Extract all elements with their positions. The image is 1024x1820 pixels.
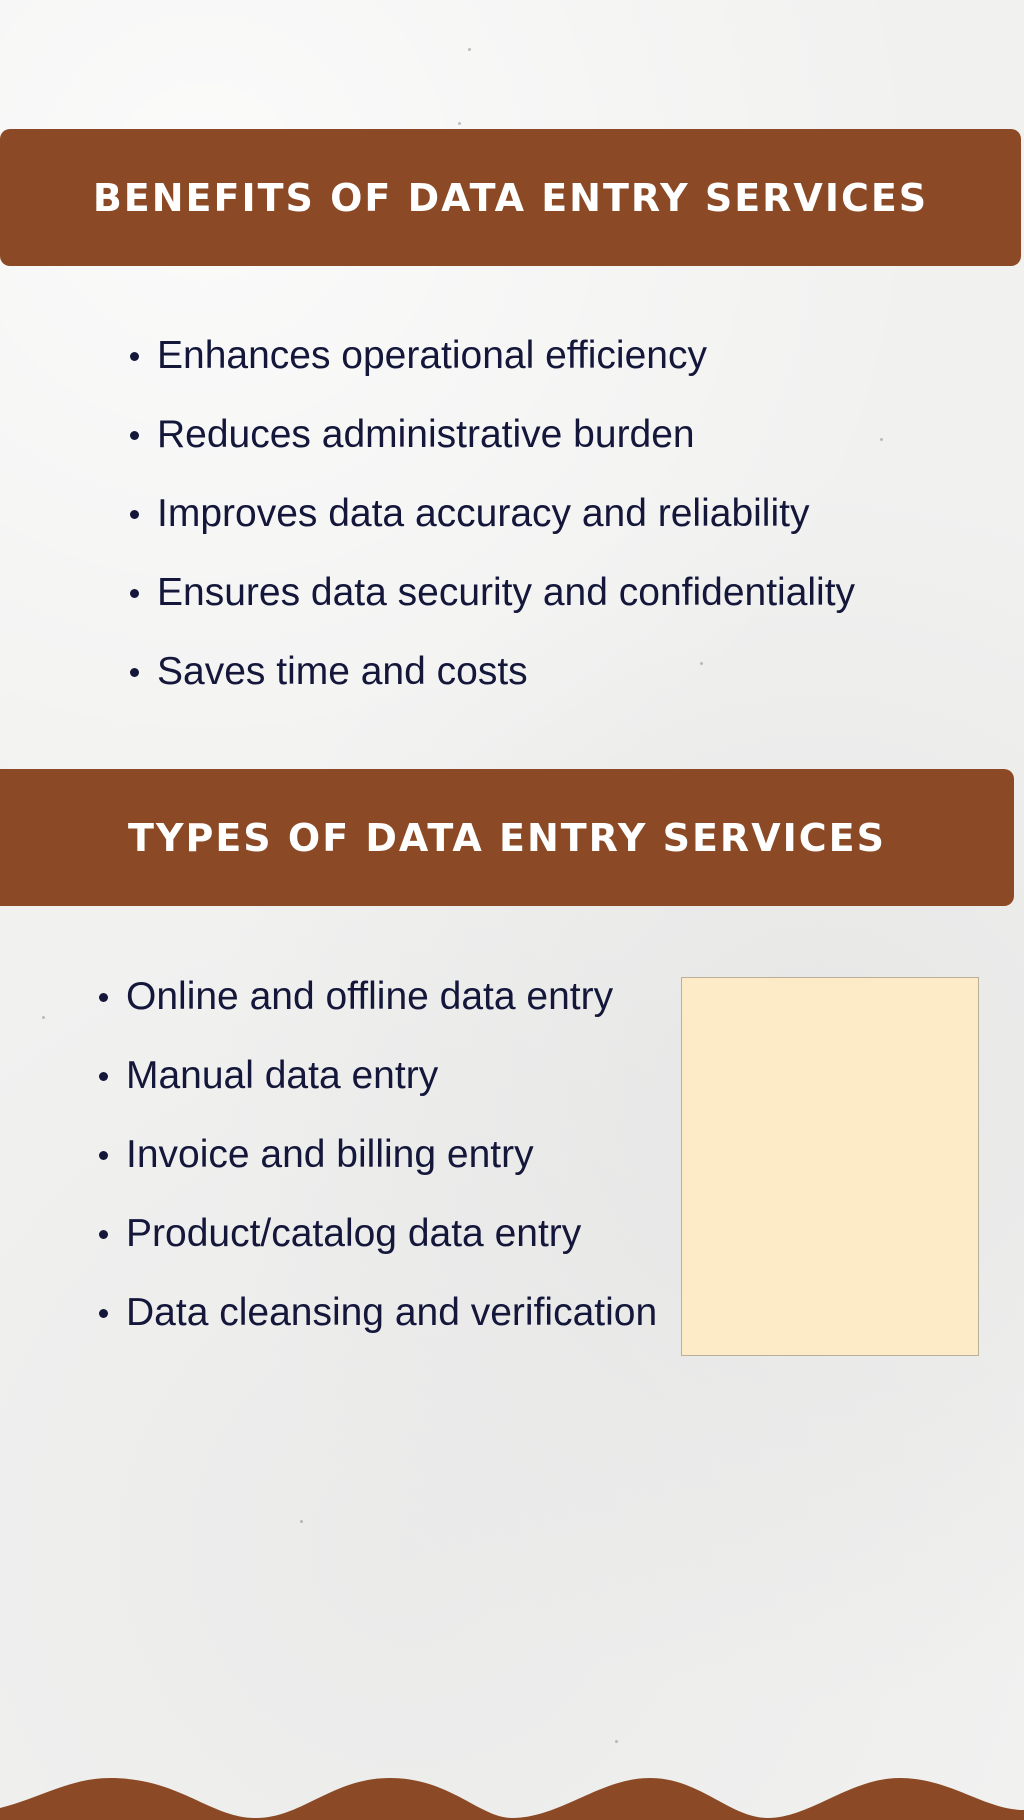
type-item: Data cleansing and verification <box>96 1273 657 1352</box>
benefit-item: Reduces administrative burden <box>127 395 855 474</box>
paper-speck <box>42 1016 45 1019</box>
paper-speck <box>468 48 471 51</box>
paper-speck <box>300 1520 303 1523</box>
type-item: Online and offline data entry <box>96 957 657 1036</box>
benefit-item: Improves data accuracy and reliability <box>127 474 855 553</box>
benefit-item: Saves time and costs <box>127 632 855 711</box>
type-item: Invoice and billing entry <box>96 1115 657 1194</box>
paper-speck <box>880 438 883 441</box>
paper-speck <box>458 122 461 125</box>
bottom-wave-decoration <box>0 1770 1024 1820</box>
types-heading: TYPES OF DATA ENTRY SERVICES <box>128 815 886 860</box>
benefit-item: Ensures data security and confidentiality <box>127 553 855 632</box>
benefits-list <box>127 316 855 711</box>
types-list <box>96 957 657 1352</box>
benefits-heading: BENEFITS OF DATA ENTRY SERVICES <box>92 175 929 220</box>
paper-speck <box>615 1740 618 1743</box>
benefits-banner <box>0 129 1021 266</box>
type-item: Product/catalog data entry <box>96 1194 657 1273</box>
image-placeholder-box <box>681 977 979 1356</box>
type-item: Manual data entry <box>96 1036 657 1115</box>
benefit-item: Enhances operational efficiency <box>127 316 855 395</box>
types-banner <box>0 769 1014 906</box>
